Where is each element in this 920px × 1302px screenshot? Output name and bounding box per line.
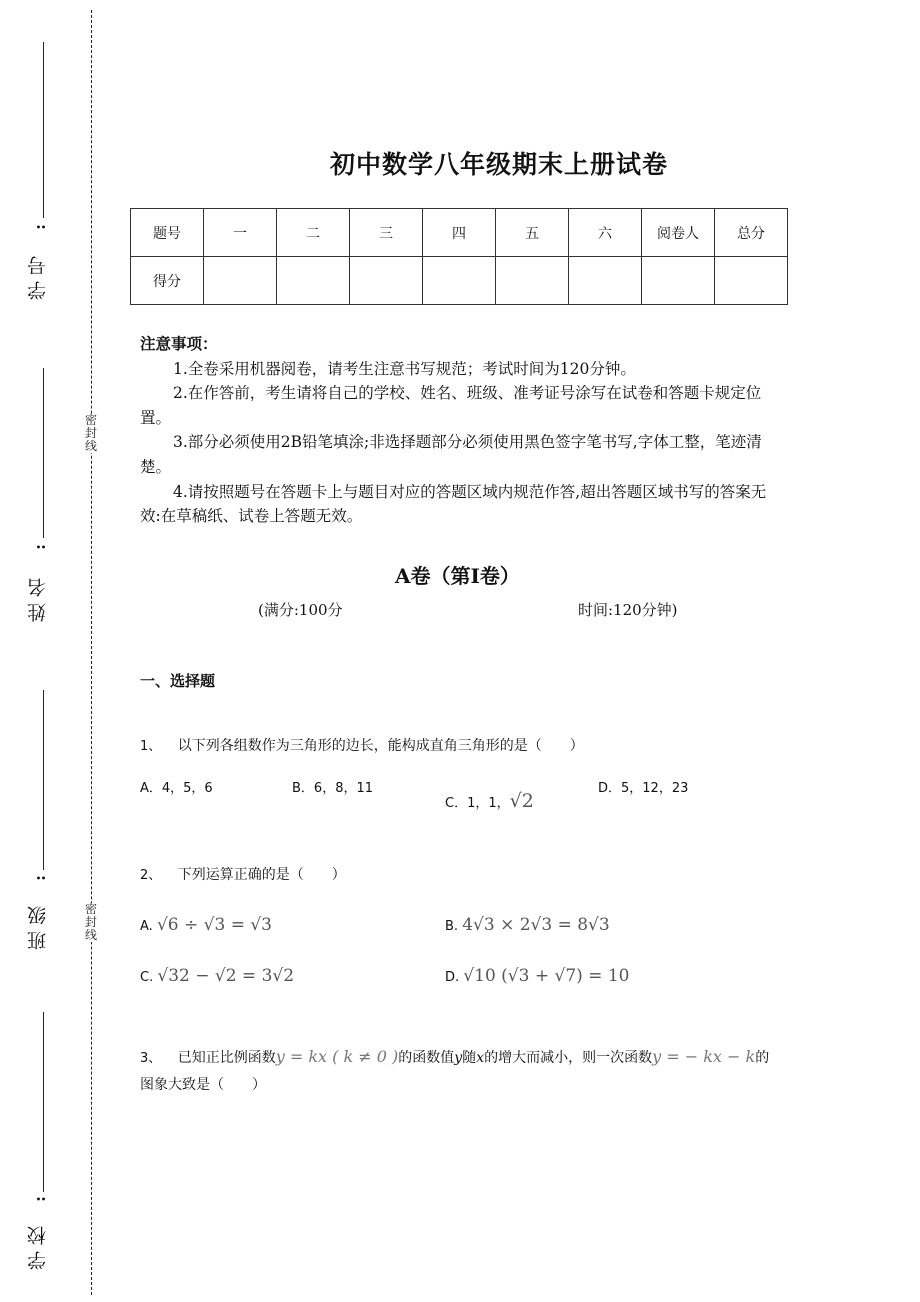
- score-table-header-cell: 一: [204, 209, 277, 257]
- name-colon: :: [30, 544, 49, 550]
- question-text-line2: 图象大致是（ ）: [140, 1077, 266, 1093]
- question-3: [140, 1044, 790, 1098]
- q2-option-b-label: B.: [445, 919, 459, 934]
- q3-math-linear: y = − kx − k: [652, 1047, 756, 1066]
- q2-option-a-label: A.: [140, 919, 153, 934]
- score-cell[interactable]: [277, 257, 350, 305]
- student-id-line: [43, 42, 44, 218]
- question-text-part: 已知正比例函数: [177, 1050, 276, 1066]
- question-number: 2、: [140, 868, 162, 883]
- school-label: 学校: [27, 1220, 49, 1270]
- q2-option-d[interactable]: [445, 966, 629, 986]
- part1-heading: 一、选择题: [140, 672, 216, 690]
- score-table-header-cell: 题号: [131, 209, 204, 257]
- notes-item: 1.全卷采用机器阅卷，请考生注意书写规范；考试时间为120分钟。: [173, 359, 636, 378]
- question-number: 3、: [140, 1051, 162, 1066]
- class-label: 班级: [27, 900, 49, 950]
- school-colon: :: [30, 1196, 49, 1202]
- question-2: [140, 864, 346, 884]
- score-cell[interactable]: [642, 257, 715, 305]
- question-text-part: 的: [755, 1050, 770, 1066]
- question-number: 1、: [140, 739, 162, 754]
- score-cell[interactable]: [569, 257, 642, 305]
- time-text: 时间:120分钟): [578, 601, 678, 619]
- binding-dashed-line: [91, 10, 92, 1295]
- score-row-label: 得分: [131, 257, 204, 305]
- score-table-header-cell: 四: [423, 209, 496, 257]
- q3-math-proportional: y = kx ( k ≠ 0 ): [275, 1047, 399, 1066]
- q1-option-b[interactable]: B．6，8，11: [292, 781, 374, 796]
- class-line: [43, 690, 44, 870]
- q2-option-d-label: D.: [445, 970, 460, 985]
- question-text: 以下列各组数作为三角形的边长，能构成直角三角形的是（ ）: [177, 738, 584, 754]
- notes-item: 2.在作答前，考生请将自己的学校、姓名、班级、准考证号涂写在试卷和答题卡规定位置。: [140, 384, 762, 427]
- score-table-header-cell: 五: [496, 209, 569, 257]
- score-cell[interactable]: [423, 257, 496, 305]
- q1-option-c-math: √2: [509, 790, 534, 812]
- score-cell[interactable]: [204, 257, 277, 305]
- score-table-header-cell: 三: [350, 209, 423, 257]
- q2-option-a-math: √6 ÷ √3 = √3: [156, 915, 272, 935]
- score-table-header-cell: 二: [277, 209, 350, 257]
- score-table-header-cell: 六: [569, 209, 642, 257]
- q2-option-d-math: √10 (√3 + √7) = 10: [463, 966, 630, 986]
- name-label: 姓名: [27, 572, 49, 622]
- question-text-part: 的函数值: [398, 1050, 455, 1066]
- q1-option-a[interactable]: A．4，5，6: [140, 781, 213, 796]
- q2-option-c-label: C.: [140, 970, 154, 985]
- score-table-header-row: [131, 209, 788, 257]
- score-table-header-cell: 总分: [715, 209, 788, 257]
- score-cell[interactable]: [350, 257, 423, 305]
- score-cell[interactable]: [496, 257, 569, 305]
- q3-var-x: x: [476, 1050, 485, 1066]
- page-title: 初中数学八年级期末上册试卷: [330, 150, 669, 179]
- student-id-colon: :: [30, 224, 49, 230]
- notes-block: [140, 332, 785, 529]
- q1-option-c[interactable]: [445, 790, 534, 812]
- name-line: [43, 368, 44, 538]
- score-table-header-cell: 阅卷人: [642, 209, 715, 257]
- question-text-part: 的增大而减小，则一次函数: [484, 1050, 653, 1066]
- notes-item: 3.部分必须使用2B铅笔填涂;非选择题部分必须使用黑色签字笔书写,字体工整，笔迹清楚。: [140, 433, 762, 476]
- seal-line-text-lower: 密封线: [84, 902, 97, 942]
- question-text-part: 随: [462, 1050, 477, 1066]
- q2-option-c-math: √32 − √2 = 3√2: [157, 966, 295, 986]
- q1-option-d[interactable]: D．5，12，23: [598, 781, 689, 796]
- full-score-text: (满分:100分: [258, 601, 343, 619]
- score-table: [130, 208, 788, 305]
- q2-option-b-math: 4√3 × 2√3 = 8√3: [462, 915, 610, 935]
- q1-option-c-label: C．1，1，: [445, 796, 510, 811]
- school-line: [43, 1012, 44, 1192]
- q2-option-a[interactable]: [140, 915, 272, 935]
- q3-var-y: y: [454, 1050, 463, 1066]
- seal-line-text-upper: 密封线: [84, 413, 97, 453]
- question-1: [140, 735, 584, 755]
- score-cell[interactable]: [715, 257, 788, 305]
- q2-option-b[interactable]: [445, 915, 610, 935]
- question-text: 下列运算正确的是（ ）: [177, 867, 346, 883]
- section-a-title: A卷（第I卷）: [395, 564, 520, 588]
- class-colon: :: [30, 875, 49, 881]
- score-table-score-row: [131, 257, 788, 305]
- notes-item: 4.请按照题号在答题卡上与题目对应的答题区域内规范作答,超出答题区域书写的答案无效:在草稿纸、试卷上答题无效。: [140, 482, 767, 526]
- notes-heading: 注意事项：: [140, 334, 218, 353]
- student-id-label: 学号: [27, 250, 49, 300]
- q2-option-c[interactable]: [140, 966, 294, 986]
